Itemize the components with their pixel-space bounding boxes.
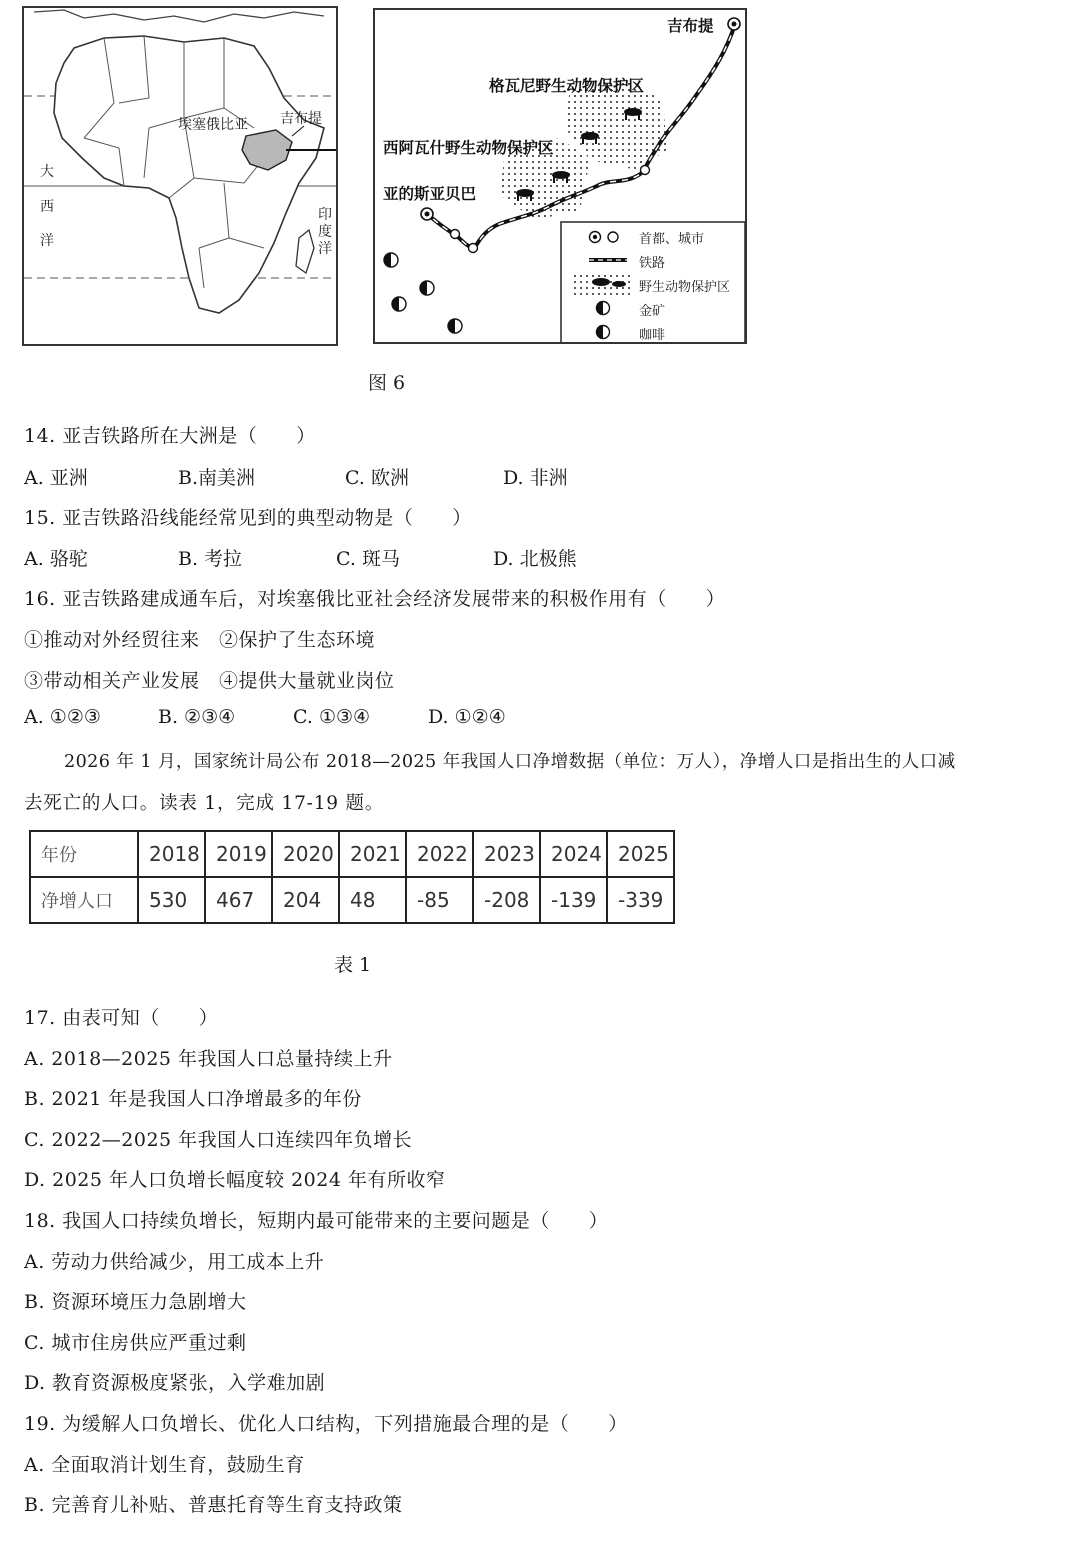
intro-paragraph-line-1: 2026 年 1 月，国家统计局公布 2018—2025 年我国人口净增数据（单位：万人），净增人口是指出生的人口减: [64, 752, 956, 772]
q15-option-d: D. 北极熊: [493, 548, 577, 570]
question-15-stem: 15. 亚吉铁路沿线能经常见到的典型动物是（ ）: [24, 507, 472, 529]
intro-paragraph-line-2: 去死亡的人口。读表 1，完成 17-19 题。: [24, 793, 385, 814]
q16-option-a: A. ①②③: [24, 706, 101, 728]
africa-map: [22, 6, 338, 346]
q16-option-c: C. ①③④: [293, 706, 371, 728]
atlantic-label-2: 西: [40, 199, 54, 215]
table-cell-year: 2019: [205, 831, 272, 877]
question-18-stem: 18. 我国人口持续负增长，短期内最可能带来的主要问题是（ ）: [24, 1210, 609, 1232]
question-16-stem: 16. 亚吉铁路建成通车后，对埃塞俄比亚社会经济发展带来的积极作用有（ ）: [24, 588, 726, 610]
indian-label-2: 度: [318, 224, 332, 240]
table-cell-value: -339: [607, 877, 674, 923]
q14-option-a: A. 亚洲: [24, 467, 88, 489]
atlantic-label-3: 洋: [40, 233, 54, 249]
population-table: [29, 830, 675, 924]
q15-option-c: C. 斑马: [336, 548, 400, 570]
indian-label-1: 印: [318, 207, 332, 223]
table-cell-value: 48: [339, 877, 406, 923]
table-cell-year: 2024: [540, 831, 607, 877]
q14-option-d: D. 非洲: [503, 467, 568, 489]
table-cell-year: 2025: [607, 831, 674, 877]
coffee-symbols: [384, 253, 406, 311]
q18-option-d: D. 教育资源极度紧张，入学难加剧: [24, 1372, 326, 1394]
q17-option-b: B. 2021 年是我国人口净增最多的年份: [24, 1088, 362, 1110]
addis-ababa-label: 亚的斯亚贝巴: [383, 185, 477, 203]
question-19-stem: 19. 为缓解人口负增长、优化人口结构，下列措施最合理的是（ ）: [24, 1413, 628, 1435]
table-cell-value: 467: [205, 877, 272, 923]
table-row-values: [30, 877, 674, 923]
legend-capital-city: 首都、城市: [639, 232, 705, 247]
q19-option-b: B. 完善育儿补贴、普惠托育等生育支持政策: [24, 1494, 403, 1516]
question-14-stem: 14. 亚吉铁路所在大洲是（ ）: [24, 425, 316, 447]
q15-option-b: B. 考拉: [178, 548, 243, 570]
legend-coffee: 咖啡: [639, 328, 666, 343]
indian-label-3: 洋: [318, 241, 332, 257]
table-cell-year: 2021: [339, 831, 406, 877]
gold-symbols: [420, 281, 462, 333]
table-caption: 表 1: [334, 954, 372, 976]
q17-option-d: D. 2025 年人口负增长幅度较 2024 年有所收窄: [24, 1169, 446, 1191]
q18-option-b: B. 资源环境压力急剧增大: [24, 1291, 247, 1313]
q18-option-a: A. 劳动力供给减少，用工成本上升: [24, 1251, 325, 1273]
question-17-stem: 17. 由表可知（ ）: [24, 1007, 219, 1029]
table-cell-value: -85: [406, 877, 473, 923]
legend-wildlife-reserve: 野生动物保护区: [639, 280, 731, 295]
q16-option-b: B. ②③④: [158, 706, 236, 728]
q14-option-b: B.南美洲: [178, 467, 256, 489]
legend-railway: 铁路: [639, 256, 666, 271]
q14-option-c: C. 欧洲: [345, 467, 409, 489]
table-cell-value: 204: [272, 877, 339, 923]
city-marker: [469, 244, 478, 253]
west-awash-reserve-label: 西阿瓦什野生动物保护区: [383, 139, 554, 157]
q16-statements-2: ③带动相关产业发展 ④提供大量就业岗位: [24, 670, 395, 692]
q16-statements-1: ①推动对外经贸往来 ②保护了生态环境: [24, 629, 376, 651]
q17-option-a: A. 2018—2025 年我国人口总量持续上升: [24, 1048, 393, 1070]
djibouti-label-left: 吉布提: [280, 111, 322, 127]
table-cell-value: -208: [473, 877, 540, 923]
figure-caption: 图 6: [368, 372, 406, 394]
table-cell-year: 2018: [138, 831, 205, 877]
atlantic-label-1: 大: [40, 164, 54, 180]
gewane-reserve-label: 格瓦尼野生动物保护区: [489, 77, 645, 95]
legend-gold-mine: 金矿: [639, 304, 666, 319]
q17-option-c: C. 2022—2025 年我国人口连续四年负增长: [24, 1129, 413, 1151]
table-cell-value: -139: [540, 877, 607, 923]
table-cell-year: 2023: [473, 831, 540, 877]
table-cell-year: 2022: [406, 831, 473, 877]
railway-map: [373, 8, 747, 344]
q16-option-d: D. ①②④: [428, 706, 506, 728]
table-row-label: 净增人口: [30, 877, 138, 923]
africa-map-drawing: [24, 8, 336, 344]
djibouti-label: 吉布提: [667, 17, 714, 35]
q18-option-c: C. 城市住房供应严重过剩: [24, 1332, 247, 1354]
table-cell-value: 530: [138, 877, 205, 923]
table-header-label: 年份: [30, 831, 138, 877]
city-marker: [451, 230, 460, 239]
city-marker: [641, 166, 650, 175]
table-row-years: [30, 831, 674, 877]
q15-option-a: A. 骆驼: [24, 548, 88, 570]
ethiopia-label: 埃塞俄比亚: [178, 117, 248, 133]
table-cell-year: 2020: [272, 831, 339, 877]
q19-option-a: A. 全面取消计划生育，鼓励生育: [24, 1454, 305, 1476]
